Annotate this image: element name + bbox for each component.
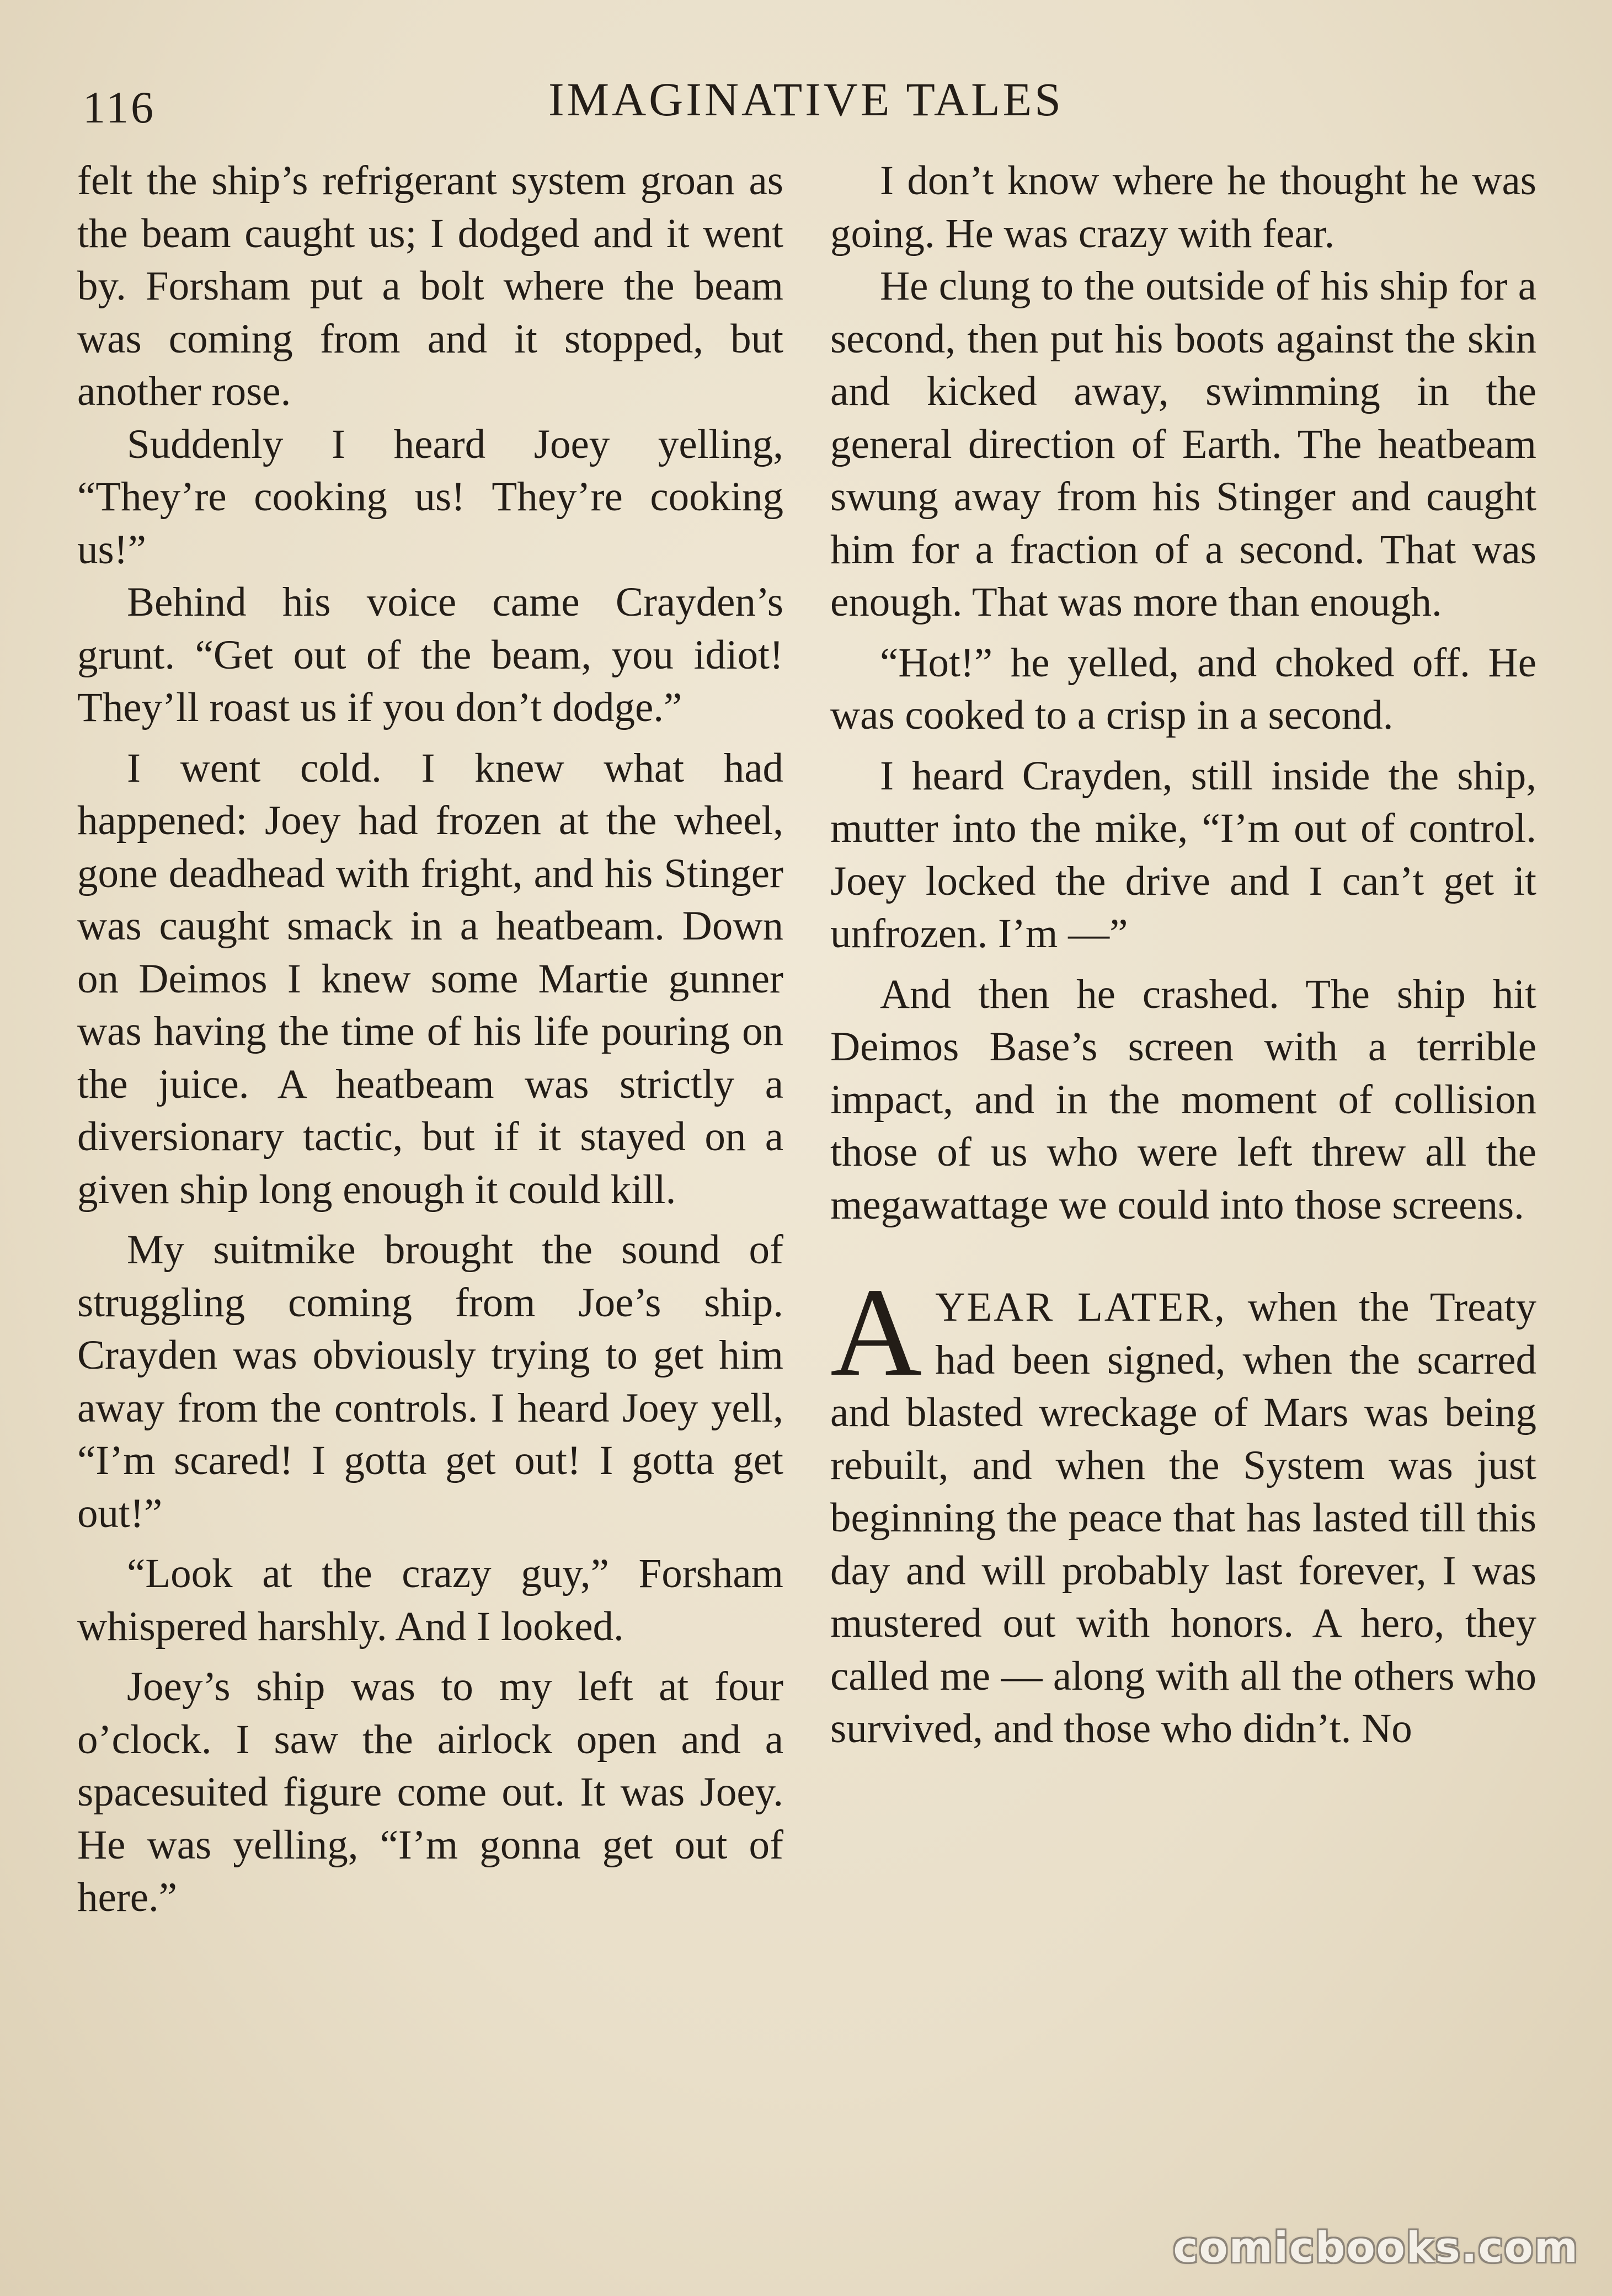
section-break-paragraph [830, 1262, 1536, 1755]
lead-in: YEAR LATER, [935, 1284, 1227, 1330]
paragraph: “Look at the crazy guy,” Forsham whispered harshly. And I looked. [77, 1551, 783, 1649]
paragraph: My suitmike brought the sound of struggling coming from Joe’s ship. Crayden was obviously trying to get him away from the controls. I heard Joey yell, “I’m scared! I gotta get out! I gotta get out!” [77, 1227, 783, 1536]
section-break-text: when the Treaty had been signed, when the scarred and blasted wreckage of Mars was being rebuilt, and when the System was just beginning the peace that has lasted till this day and will probably last forever, I was mustered out with honors. A hero, they called me — along with all the others who survived, and those who didn’t. No [830, 1284, 1536, 1752]
paragraph: I heard Crayden, still inside the ship, mutter into the mike, “I’m out of control. Joey locked the drive and I can’t get it unfrozen. I’m —” [830, 752, 1536, 957]
right-column [830, 154, 1536, 1755]
paragraph: He clung to the outside of his ship for a second, then put his boots against the skin and kicked away, swimming in the general direction of Earth. The heatbeam swung away from his Stinger and caught him for a fraction of a second. That was enough. That was more than enough. [830, 263, 1536, 625]
paragraph: Joey’s ship was to my left at four o’clock. I saw the airlock open and a spacesuited figure come out. It was Joey. He was yelling, “I’m gonna get out of here.” [77, 1664, 783, 1920]
drop-cap: A [830, 1262, 922, 1402]
running-title: IMAGINATIVE TALES [548, 73, 1064, 126]
paragraph: And then he crashed. The ship hit Deimos Base’s screen with a terrible impact, and in the moment of collision those of us who were left threw all the megawattage we could into those screens. [830, 971, 1536, 1228]
paragraph: I went cold. I knew what had happened: Joey had frozen at the wheel, gone deadhead with fright, and his Stinger was caught smack in a heatbeam. Down on Deimos I knew some Martie gunner was having the time of his life pouring on the juice. A heatbeam was strictly a diversionary tactic, but if it stayed on a given ship long enough it could kill. [77, 745, 783, 1213]
paragraph: I don’t know where he thought he was going. He was crazy with fear. [830, 158, 1536, 257]
paragraph: Suddenly I heard Joey yelling, “They’re cooking us! They’re cooking us!” [77, 421, 783, 573]
left-column [77, 154, 783, 1924]
paragraph: Behind his voice came Crayden’s grunt. “Get out of the beam, you idiot! They’ll roast us if you don’t dodge.” [77, 579, 783, 730]
page-number: 116 [83, 82, 156, 132]
paragraph: felt the ship’s refrigerant system groan as the beam caught us; I dodged and it went by. Forsham put a bolt where the beam was coming from and it stopped, but another rose. [77, 158, 783, 414]
paragraph: “Hot!” he yelled, and choked off. He was cooked to a crisp in a second. [830, 639, 1536, 738]
watermark-logo: comicbooks.com [1173, 2223, 1579, 2272]
page-header [77, 72, 1535, 132]
